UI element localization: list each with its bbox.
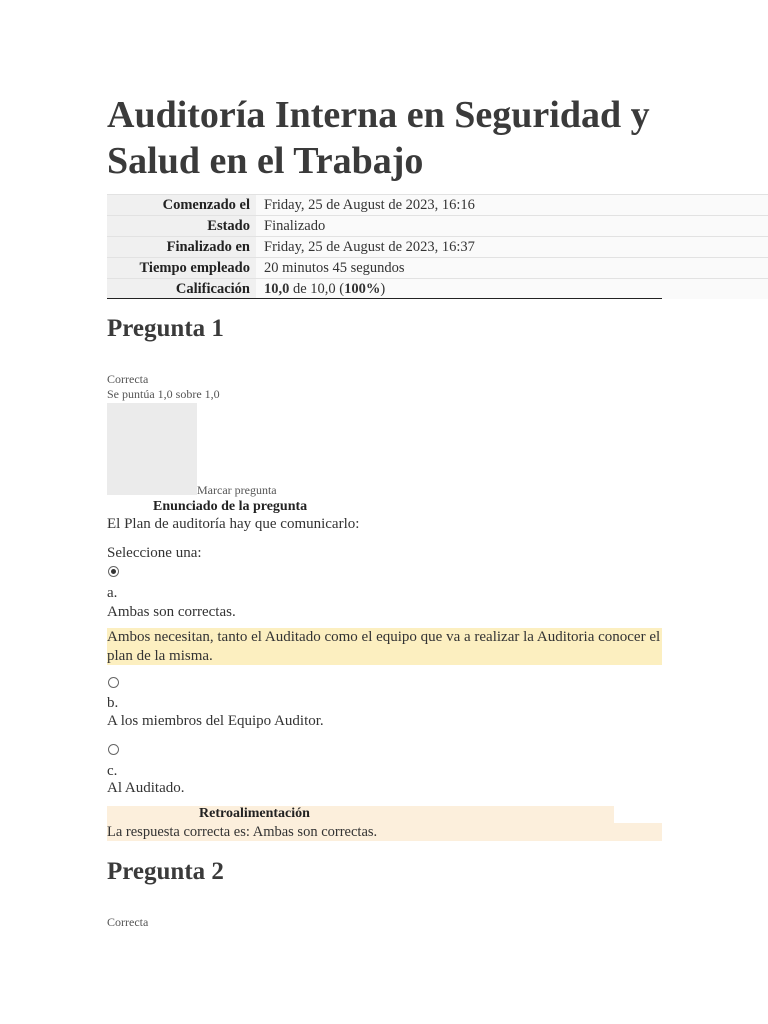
grade-middle: de 10,0 ( — [289, 281, 345, 298]
option-a-text[interactable]: Ambas son correctas. — [107, 604, 236, 620]
grade-percent: 100% — [344, 281, 381, 298]
summary-label: Estado — [107, 216, 256, 237]
summary-divider — [107, 298, 662, 299]
grade-end: ) — [380, 281, 386, 298]
summary-label: Tiempo empleado — [107, 258, 256, 279]
summary-label: Comenzado el — [107, 195, 256, 216]
specific-feedback: Ambos necesitan, tanto el Auditado como el equipo que va a realizar la Auditoria conocer el plan de la misma. — [107, 629, 661, 664]
summary-row-time-taken — [107, 258, 768, 279]
question-1-grade: Se puntúa 1,0 sobre 1,0 — [107, 387, 220, 401]
summary-row-completed — [107, 237, 768, 258]
answer-prompt: Seleccione una: — [107, 545, 202, 561]
page-title: Auditoría Interna en Seguridad y Salud en el Trabajo — [107, 94, 650, 182]
option-c-radio[interactable] — [108, 744, 119, 755]
option-a-letter: a. — [107, 585, 118, 601]
summary-value — [256, 279, 768, 300]
summary-label: Calificación — [107, 279, 256, 300]
summary-value: Friday, 25 de August de 2023, 16:37 — [256, 237, 768, 258]
feedback-title-bar — [107, 806, 614, 823]
option-a-radio[interactable] — [108, 566, 119, 577]
flag-question-label[interactable]: Marcar pregunta — [197, 483, 277, 497]
feedback-title: Retroalimentación — [199, 806, 310, 821]
question-1-state: Correcta — [107, 372, 149, 386]
summary-row-state — [107, 216, 768, 237]
summary-label: Finalizado en — [107, 237, 256, 258]
question-2-heading: Pregunta 2 — [107, 858, 224, 885]
summary-value: 20 minutos 45 segundos — [256, 258, 768, 279]
summary-row-grade — [107, 279, 768, 300]
right-answer: La respuesta correcta es: Ambas son correctas. — [107, 823, 662, 841]
attempt-summary-table — [107, 194, 768, 299]
summary-value: Friday, 25 de August de 2023, 16:16 — [256, 195, 768, 216]
option-b-text[interactable]: A los miembros del Equipo Auditor. — [107, 713, 324, 729]
question-text-title: Enunciado de la pregunta — [153, 499, 308, 514]
option-c-text[interactable]: Al Auditado. — [107, 780, 185, 796]
summary-row-started — [107, 195, 768, 216]
option-b-radio[interactable] — [108, 677, 119, 688]
summary-value: Finalizado — [256, 216, 768, 237]
flag-question-image[interactable] — [107, 403, 197, 495]
question-text: El Plan de auditoría hay que comunicarlo: — [107, 516, 360, 532]
option-c-letter: c. — [107, 763, 118, 779]
grade-score: 10,0 — [264, 281, 290, 298]
question-2-state: Correcta — [107, 915, 149, 929]
question-1-heading: Pregunta 1 — [107, 315, 224, 342]
option-b-letter: b. — [107, 695, 119, 711]
